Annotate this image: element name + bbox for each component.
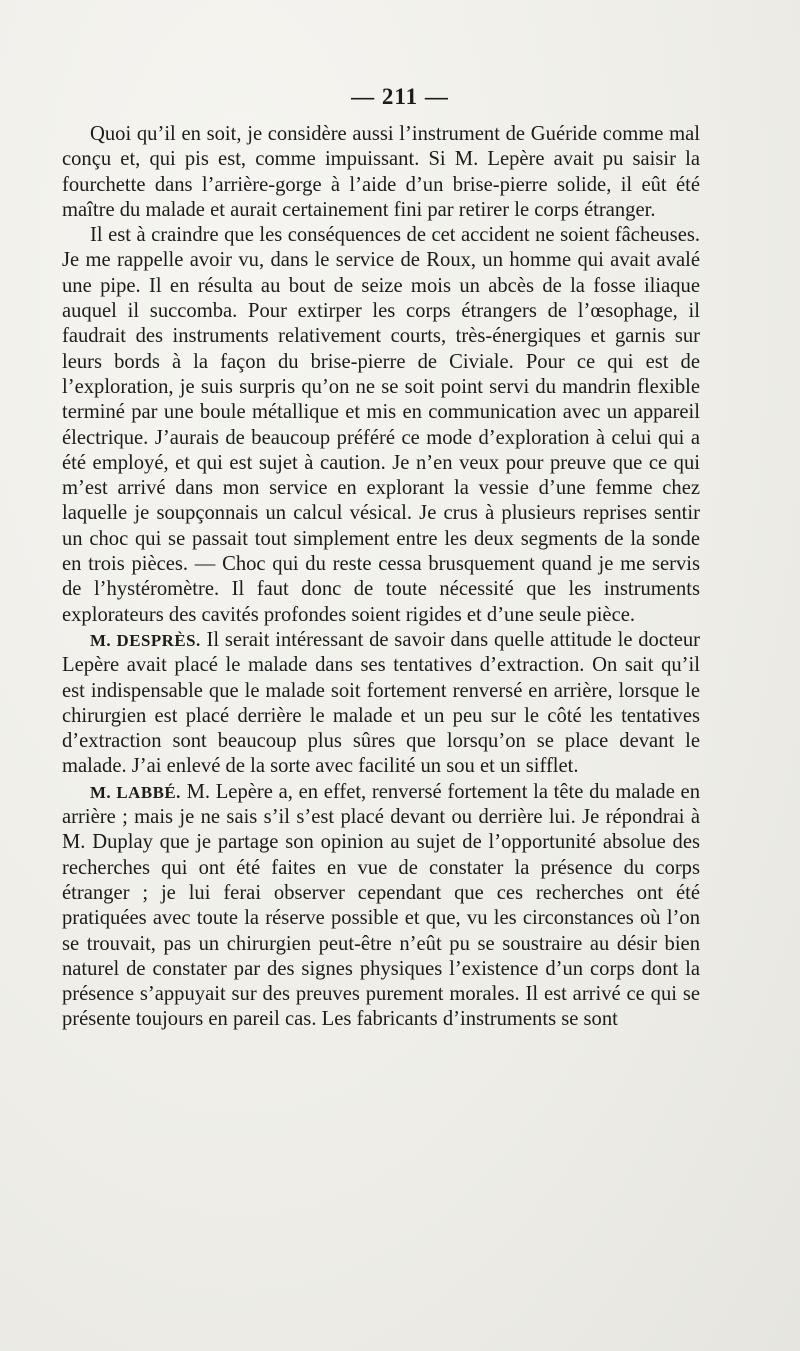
paragraph-text: M. Lepère a, en effet, renversé fortement la tête du malade en arrière ; mais je ne sais s’il s’est placé devant ou derrière lui. Je répondrai à M. Duplay que je partage son opinion au sujet de l’opportunité absolue des recherches qui ont été faites en vue de constater la présence du corps étranger ; je lui ferai observer cependant que ces recherches ont été pratiquées avec toute la réserve possible et que, vu les circonstances où l’on se trouvait, pas un chirurgien peut-être n’eût pu se soustraire au désir bien naturel de constater par des signes physiques l’existence d’un corps dont la présence s’appuyait sur des preuves purement morales. Il est arrivé ce qui se présente toujours en pareil cas. Les fabricants d’instruments se sont (62, 780, 700, 1031)
speaker-name: M. DESPRÈS. (90, 630, 201, 650)
paragraph-2 (62, 223, 700, 628)
page-number: — 211 — (351, 84, 449, 109)
paragraph-text: Il serait intéressant de savoir dans quelle attitude le docteur Lepère avait placé le malade dans ses tentatives d’extraction. On sait qu’il est indispensable que le malade soit fortement renversé en arrière, lorsque le chirurgien est placé derrière le malade et un peu sur le côté les tentatives d’extraction sont beaucoup plus sûres que lorsqu’on se place devant le malade. J’ai enlevé de la sorte avec facilité un sou et un sifflet. (62, 628, 700, 778)
paragraph-3 (62, 628, 700, 780)
paragraph-text: Quoi qu’il en soit, je considère aussi l’instrument de Guéride comme mal conçu et, qui pis est, comme impuissant. Si M. Lepère avait pu saisir la fourchette dans l’arrière-gorge à l’aide d’un brise-pierre solide, il eût été maître du malade et aurait certainement fini par retirer le corps étranger. (62, 123, 700, 221)
speaker-name: M. LABBÉ. (90, 782, 181, 802)
body-text (62, 122, 700, 1033)
paragraph-1 (62, 122, 700, 223)
paragraph-4 (62, 780, 700, 1033)
paragraph-text: Il est à craindre que les conséquences de cet accident ne soient fâcheuses. Je me rappelle avoir vu, dans le service de Roux, un homme qui avait avalé une pipe. Il en résulta au bout de seize mois un abcès de la fosse iliaque auquel il succomba. Pour extirper les corps étrangers de l’œsophage, il faudrait des instruments relativement courts, très-énergiques et garnis sur leurs bords à la façon du brise-pierre de Civiale. Pour ce qui est de l’exploration, je suis surpris qu’on ne se soit point servi du mandrin flexible terminé par une boule métallique et mis en communication avec un appareil électrique. J’aurais de beaucoup préféré ce mode d’exploration à celui qui a été employé, et qui est sujet à caution. Je n’en veux pour preuve que ce qui m’est arrivé dans mon service en explorant la vessie d’une femme chez laquelle je soupçonnais un calcul vésical. Je crus à plusieurs reprises sentir un choc qui se passait tout simplement entre les deux segments de la sonde en trois pièces. — Choc qui du reste cessa brusquement quand je me servis de l’hystéromètre. Il faut donc de toute nécessité que les instruments explorateurs des cavités profondes soient rigides et d’une seule pièce. (62, 224, 700, 626)
